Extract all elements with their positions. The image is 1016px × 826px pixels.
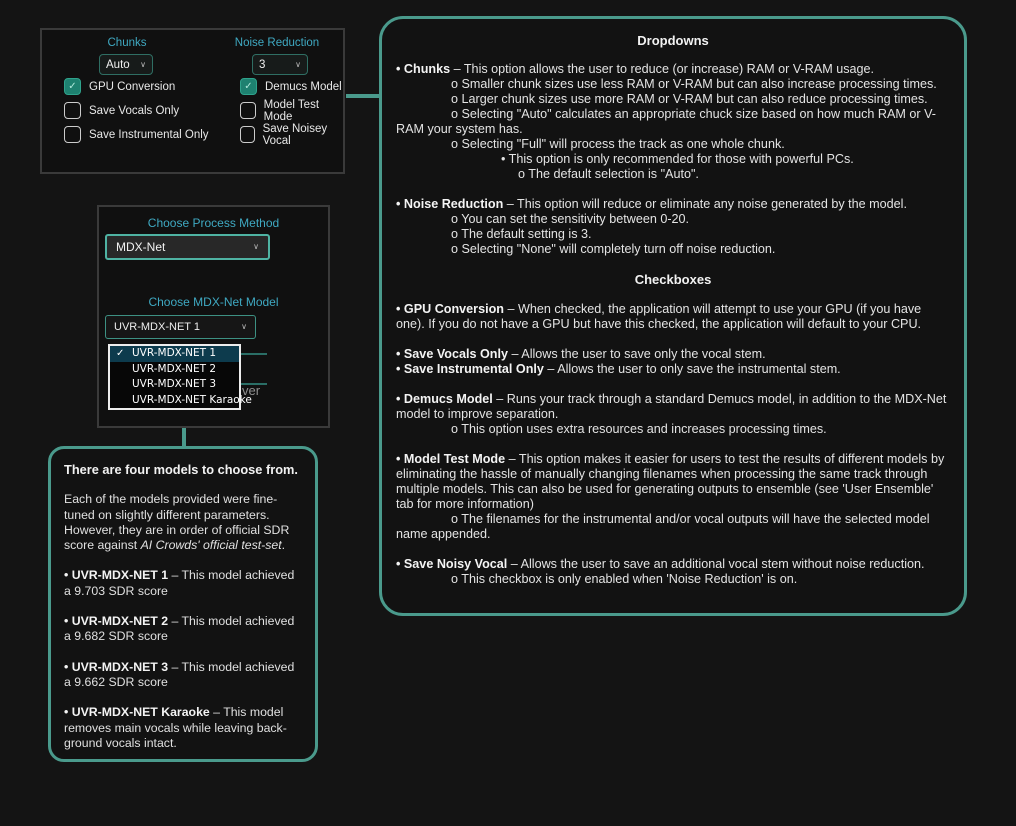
help-model-test-mode-sub1: o The filenames for the instrumental and/or vocal outputs will have the selected model name appended. [396, 512, 930, 541]
checkbox-label: Save Vocals Only [89, 104, 180, 117]
help-chunks-sub4a: • This option is only recommended for those with powerful PCs. [501, 152, 854, 166]
check-icon: ✓ [116, 348, 125, 359]
help-chunks-sub1: o Smaller chunk sizes use less RAM or V-RAM but can also increase processing times. [451, 77, 937, 91]
process-method-panel [97, 205, 330, 428]
model-info-callout-panel [48, 446, 318, 762]
checkbox-row-demucs-model[interactable] [240, 78, 343, 95]
help-chunks-sub4: o Selecting "Full" will process the track as one whole chunk. [451, 137, 785, 151]
model-info-net3: • UVR-MDX-NET 3 – This model achieved a 9.662 SDR score [64, 659, 295, 689]
chunks-select-value: Auto [106, 58, 130, 71]
mdx-model-value: UVR-MDX-NET 1 [114, 321, 200, 333]
chunks-label: Chunks [107, 37, 147, 49]
checkbox-label: GPU Conversion [89, 80, 176, 93]
menu-item-uvr-mdx-net-3[interactable] [110, 377, 239, 393]
checkbox-label: Model Test Mode [263, 98, 320, 123]
help-chunks-sub3: o Selecting "Auto" calculates an appropriate chuck size based on how much RAM or V-RAM your system has. [396, 107, 936, 136]
noise-reduction-label: Noise Reduction [234, 37, 320, 49]
choose-process-method-label: Choose Process Method [147, 216, 280, 230]
help-chunks-sub2: o Larger chunk sizes use more RAM or V-RAM but can also reduce processing times. [451, 92, 928, 106]
help-noise-reduction: • Noise Reduction – This option will reduce or eliminate any noise generated by the model. [396, 197, 907, 211]
process-method-value: MDX-Net [116, 240, 166, 254]
help-demucs-model-sub1: o This option uses extra resources and increases processing times. [451, 422, 827, 436]
model-info-intro: Each of the models provided were fine-tuned on slightly different parameters. However, they are in order of official SDR score against AI Crowds' official test-set. [64, 492, 290, 553]
menu-item-label: UVR-MDX-NET 1 [132, 347, 217, 359]
demucs-model-checkbox[interactable] [240, 78, 257, 95]
checkbox-label: Save Noisey Vocal [262, 122, 328, 147]
noise-reduction-select[interactable] [252, 54, 308, 75]
help-noise-reduction-sub2: o The default setting is 3. [451, 227, 592, 241]
menu-item-label: UVR-MDX-NET 2 [132, 362, 217, 375]
callout-connector-vertical [182, 427, 186, 447]
help-chunks-sub4b: o The default selection is "Auto". [518, 167, 699, 181]
mdx-model-select[interactable] [105, 315, 256, 339]
checkbox-row-gpu-conversion[interactable] [64, 78, 240, 95]
obscured-text-fragment: ver [242, 383, 261, 398]
help-chunks: • Chunks – This option allows the user to reduce (or increase) RAM or V-RAM usage. [396, 62, 875, 76]
help-noise-reduction-sub3: o Selecting "None" will completely turn off noise reduction. [451, 242, 776, 256]
checkbox-row-model-test-mode[interactable] [240, 98, 343, 123]
menu-item-label: UVR-MDX-NET Karaoke [132, 393, 252, 406]
help-model-test-mode: • Model Test Mode – This option makes it easier for users to test the results of different models by eliminating the hassle of manually changing filenames when processing the same track through multiple models. This can also be used for generating outputs to ensemble (see 'User Ensemble' tab for more information) [396, 452, 945, 511]
process-method-select[interactable] [105, 234, 270, 260]
menu-item-label: UVR-MDX-NET 3 [132, 378, 217, 390]
model-info-net2: • UVR-MDX-NET 2 – This model achieved a 9.682 SDR score [64, 614, 295, 644]
help-demucs-model: • Demucs Model – Runs your track through a standard Demucs model, in addition to the MDX-Net model to improve separation. [396, 392, 947, 421]
help-save-noisy-vocal: • Save Noisy Vocal – Allows the user to save an additional vocal stem without noise reduction. [396, 557, 925, 571]
checkbox-row-save-instrumental-only[interactable] [64, 126, 240, 143]
choose-mdx-model-label: Choose MDX-Net Model [148, 295, 279, 309]
help-save-noisy-vocal-sub1: o This checkbox is only enabled when 'Noise Reduction' is on. [451, 572, 798, 586]
chevron-down-icon: ∨ [140, 59, 146, 69]
check-icon: ✓ [68, 80, 77, 92]
help-save-instrumental-only: • Save Instrumental Only – Allows the user to only save the instrumental stem. [396, 362, 841, 376]
help-callout-panel [379, 16, 967, 616]
help-gpu-conversion: • GPU Conversion – When checked, the application will attempt to use your GPU (if you have one). If you do not have a GPU but have this checked, the application will default to your CPU. [396, 302, 922, 331]
chevron-down-icon: ∨ [295, 59, 301, 69]
model-info-net1: • UVR-MDX-NET 1 – This model achieved a 9.703 SDR score [64, 568, 295, 598]
save-noisey-vocal-checkbox[interactable] [240, 126, 255, 143]
check-icon: ✓ [244, 80, 253, 92]
gpu-conversion-checkbox[interactable] [64, 78, 81, 95]
menu-item-uvr-mdx-net-2[interactable] [110, 362, 239, 378]
obscured-ui-line [239, 353, 267, 355]
model-test-mode-checkbox[interactable] [240, 102, 256, 119]
save-vocals-only-checkbox[interactable] [64, 102, 81, 119]
checkbox-label: Save Instrumental Only [89, 128, 209, 141]
checkbox-label: Demucs Model [265, 80, 342, 93]
checkbox-row-save-noisey-vocal[interactable] [240, 122, 343, 147]
help-noise-reduction-sub1: o You can set the sensitivity between 0-20. [451, 212, 690, 226]
menu-item-uvr-mdx-net-1[interactable] [110, 346, 239, 362]
checkboxes-heading: Checkboxes [634, 272, 712, 287]
checkbox-row-save-vocals-only[interactable] [64, 102, 240, 119]
dropdowns-heading: Dropdowns [637, 33, 709, 48]
noise-reduction-select-value: 3 [259, 58, 266, 71]
callout-connector-horizontal [346, 94, 379, 98]
menu-item-uvr-mdx-net-karaoke[interactable] [110, 393, 252, 409]
checkbox-grid [64, 78, 343, 147]
chunks-select[interactable] [99, 54, 153, 75]
help-save-vocals-only: • Save Vocals Only – Allows the user to save only the vocal stem. [396, 347, 766, 361]
model-info-karaoke: • UVR-MDX-NET Karaoke – This model removes main vocals while leaving back-ground vocals intact. [64, 705, 287, 750]
chevron-down-icon: ∨ [241, 322, 247, 331]
chevron-down-icon: ∨ [253, 242, 259, 251]
save-instrumental-only-checkbox[interactable] [64, 126, 81, 143]
model-info-title: There are four models to choose from. [64, 462, 298, 477]
mdx-settings-panel [40, 28, 345, 174]
